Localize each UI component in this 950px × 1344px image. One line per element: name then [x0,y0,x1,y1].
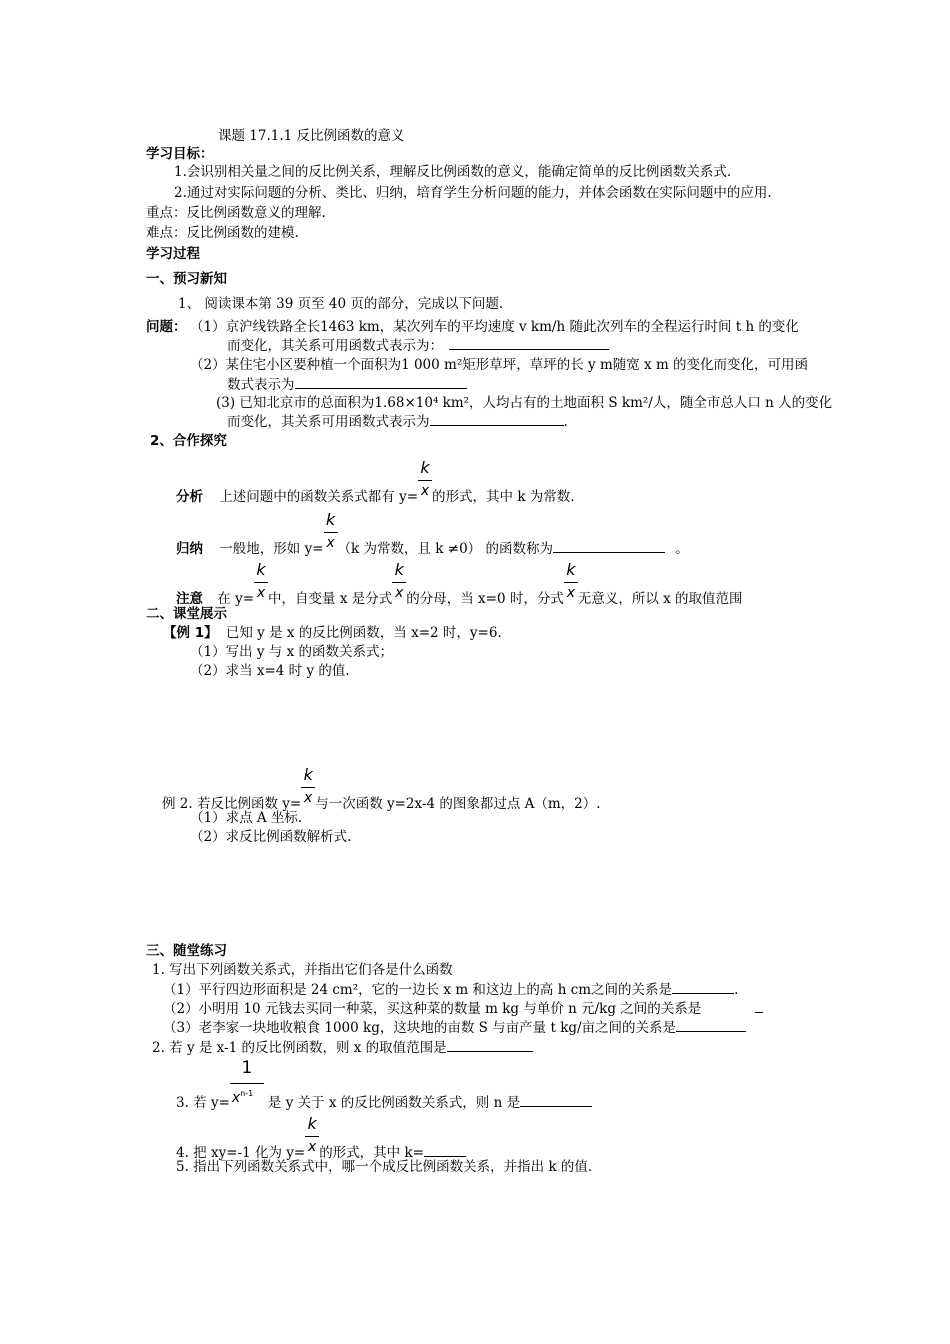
practice-2-text: 2. 若 y 是 x-1 的反比例函数，则 x 的取值范围是 [152,1040,447,1056]
question-2-text: 数式表示为 [227,377,295,393]
note-c: 的分母，当 x=0 时，分式 [406,591,564,607]
analysis-post: 的形式，其中 k 为常数. [432,489,575,505]
induction-line [176,510,689,558]
example-2-post: 与一次函数 y=2x-4 的图象都过点 A（m，2）. [315,796,601,812]
practice-3 [176,1058,592,1112]
practice-4-post: 的形式，其中 k= [319,1145,424,1161]
induction-pre: 一般地，形如 y= [219,541,324,557]
answer-blank[interactable] [424,1143,466,1157]
fraction-k-over-x: $\frac{k}{x}$ [254,585,268,603]
example-2-pre: 例 2. 若反比例函数 y= [162,796,302,812]
fraction-k-over-x: $\frac{k}{x}$ [418,483,432,501]
practice-1-1 [163,980,738,999]
objectives-heading: 学习目标： [146,146,214,162]
practice-4-pre: 4. 把 xy=-1 化为 y= [176,1145,306,1161]
analysis-line [176,458,575,506]
practice-3-post: 是 y 关于 x 的反比例函数关系式，则 n 是 [267,1095,521,1111]
objective-2: 2.通过对实际问题的分析、类比、归纳，培育学生分析问题的能力，并体会函数在实际问题中的应用. [174,185,772,201]
question-3-end: . [563,414,568,430]
key-point: 重点：反比例函数意义的理解. [146,205,326,221]
example-1-line [163,624,502,642]
question-1-text: 而变化，其关系可用函数式表示为： [227,338,443,354]
section1-heading: 一、预习新知 [146,271,227,287]
question-3-text: 而变化，其关系可用函数式表示为 [227,414,430,430]
preview-item-1: 1、 阅读课本第 39 页至 40 页的部分，完成以下问题. [178,296,504,312]
example-1-part-1: （1）写出 y 与 x 的函数关系式； [190,644,393,660]
practice-3-pre: 3. 若 y= [176,1095,230,1111]
induction-end: 。 [675,541,689,557]
fraction-k-over-x: $\frac{k}{x}$ [392,585,406,603]
coop-heading: 2、合作探究 [150,433,227,449]
note-b: 中，自变量 x 是分式 [268,591,393,607]
question-2-line-1: （2）某住宅小区要种植一个面积为1 000 m²矩形草坪，草坪的长 y m随宽 x m 的变化而变化，可用函 [190,357,809,373]
section2-heading: 二、课堂展示 [146,606,227,622]
answer-blank[interactable] [295,375,467,389]
practice-5: 5. 指出下列函数关系式中，哪一个成反比例函数关系，并指出 k 的值. [176,1159,593,1175]
note-d: 无意义，所以 x 的取值范围 [577,591,743,607]
difficulty: 难点：反比例函数的建模. [146,225,299,241]
page-title: 课题 17.1.1 反比例函数的意义 [218,128,405,144]
example-2-part-2: （2）求反比例函数解析式. [190,829,352,845]
fraction-k-over-x: $\frac{k}{x}$ [305,1139,319,1157]
section3-heading: 三、随堂练习 [146,943,227,959]
answer-blank[interactable] [447,1038,533,1052]
practice-1-2 [163,999,763,1018]
answer-blank[interactable] [553,539,665,553]
induction-label: 归纳 [176,541,203,557]
fraction-k-over-x: $\frac{k}{x}$ [324,535,338,553]
fraction-1-over-x-power: $\frac{1}{x^{n-1}}$ [230,1089,264,1107]
question-3-line-1: (3) 已知北京市的总面积为1.68×10⁴ km²，人均占有的土地面积 S km²/人，随全市总人口 n 人的变化 [216,395,833,411]
question-1-line-1: （1）京沪线铁路全长1463 km，某次列车的平均速度 v km/h 随此次列车的全程运行时间 t h 的变化 [190,319,799,335]
answer-blank[interactable] [755,999,763,1013]
question-1-line-2 [227,336,609,355]
answer-blank[interactable] [449,336,609,350]
example-1-text: 已知 y 是 x 的反比例函数，当 x=2 时，y=6. [225,625,502,641]
example-1-label: 【例 1】 [163,625,218,641]
fraction-k-over-x: $\frac{k}{x}$ [301,790,315,808]
practice-1-3-text: （3）老李家一块地收粮食 1000 kg，这块地的亩数 S 与亩产量 t kg/亩之间的关系是 [163,1020,677,1036]
practice-1-2-text: （2）小明用 10 元钱去买同一种菜，买这种菜的数量 m kg 与单价 n 元/kg 之间的关系是 [163,1001,702,1017]
practice-1-1-end: . [734,982,739,998]
practice-2 [152,1038,533,1057]
question-2-line-2 [227,375,467,394]
answer-blank[interactable] [430,412,564,426]
practice-1-3 [163,1018,746,1037]
practice-1-1-text: （1）平行四边形面积是 24 cm²，它的一边长 x m 和这边上的高 h cm之间的关系是 [163,982,673,998]
question-3-line-2 [227,412,568,431]
question-label: 问题： [146,319,187,335]
note-label: 注意 [176,591,203,607]
answer-blank[interactable] [676,1018,746,1032]
answer-blank[interactable] [520,1093,592,1107]
fraction-k-over-x: $\frac{k}{x}$ [564,585,578,603]
example-1-part-2: （2）求当 x=4 时 y 的值. [190,663,350,679]
example-2-part-1: （1）求点 A 坐标. [190,810,303,826]
analysis-pre: 上述问题中的函数关系式都有 y= [219,489,419,505]
analysis-label: 分析 [176,489,203,505]
objective-1: 1.会识别相关量之间的反比例关系，理解反比例函数的意义，能确定简单的反比例函数关系式. [174,164,732,180]
answer-blank[interactable] [672,980,734,994]
note-a: 在 y= [217,591,255,607]
induction-mid: （k 为常数，且 k ≠0） 的函数称为 [337,541,553,557]
process-heading: 学习过程 [146,246,200,262]
practice-1: 1. 写出下列函数关系式，并指出它们各是什么函数 [152,962,453,978]
note-line [176,560,743,608]
